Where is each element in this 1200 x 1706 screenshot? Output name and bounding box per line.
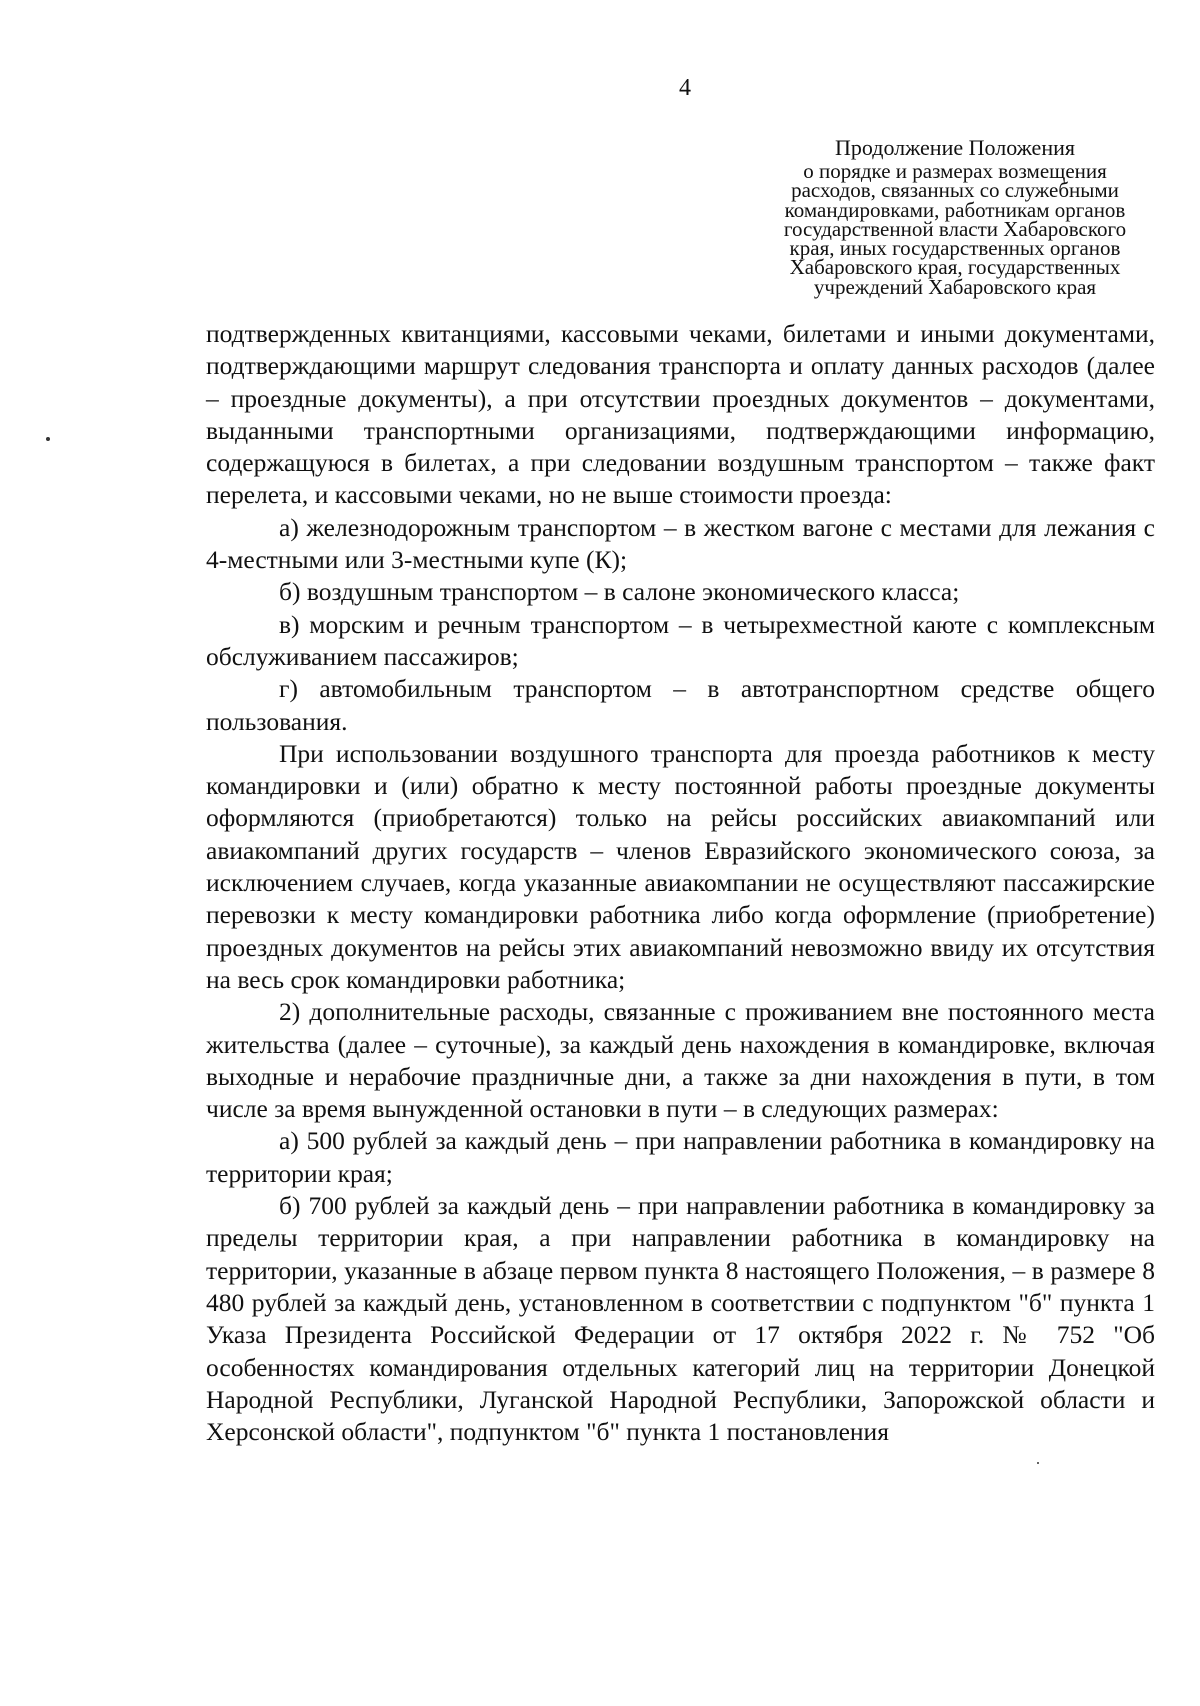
appendix-header xyxy=(740,134,1170,297)
header-line: государственной власти Хабаровского xyxy=(783,216,1127,241)
body-paragraph: б) 700 рублей за каждый день – при направлении работника в командировку за пределы территории края, а при направлении работника в командировку на территории, указанные в абзаце первом пункта 8 настоящего Положения, – в размере 8 480 рублей за каждый день, установленном в соответствии с подпунктом "б" пункта 1 Указа Президента Российской Федерации от 17 октября 2022 г. № 752 "Об особенностях командирования отдельных категорий лиц на территории Донецкой Народной Республики, Луганской Народной Республики, Запорожской области и Херсонской области", подпунктом "б" пункта 1 постановления xyxy=(206,1191,1155,1447)
header-title: Продолжение Положения xyxy=(835,135,1075,160)
body-paragraph: 2) дополнительные расходы, связанные с проживанием вне постоянного места жительства (далее – суточные), за каждый день нахождения в командировке, включая выходные и нерабочие праздничные дни, а также за дни нахождения в пути, в том числе за время вынужденной остановки в пути – в следующих размерах: xyxy=(206,997,1155,1124)
body-paragraph: г) автомобильным транспортом – в автотранспортном средстве общего пользования. xyxy=(206,674,1155,736)
body-paragraph: а) железнодорожным транспортом – в жестком вагоне с местами для лежания с 4-местными или 3-местными купе (К); xyxy=(206,512,1155,575)
header-line: о порядке и размерах возмещения xyxy=(803,159,1107,183)
body-paragraph: При использовании воздушного транспорта для проезда работников к месту командировки и (или) обратно к месту постоянной работы проездные документы оформляются (приобретаются) только на рейсы российских авиакомпаний или авиакомпаний других государств – членов Евразийского экономического союза, за исключением случаев, когда указанные авиакомпании не осуществляют пассажирские перевозки к месту командировки работника либо когда оформление (приобретение) проездных документов на рейсы этих авиакомпаний невозможно ввиду их отсутствия на весь срок командировки работника; xyxy=(206,738,1155,994)
body-paragraph: б) воздушным транспортом – в салоне экономического класса; xyxy=(279,577,960,607)
header-line: Хабаровского края, государственных xyxy=(789,255,1121,280)
body-text xyxy=(206,318,1155,1448)
body-paragraph: а) 500 рублей за каждый день – при направлении работника в командировку на территории края; xyxy=(206,1126,1155,1188)
header-line: расходов, связанных со служебными xyxy=(791,178,1119,203)
body-paragraph: подтвержденных квитанциями, кассовыми чеками, билетами и иными документами, подтверждающими маршрут следования транспорта и оплату данных расходов (далее – проездные документы), а при отсутствии проездных документов – документами, выданными транспортными организациями, подтверждающими информацию, содержащуюся в билетах, а при следовании воздушным транспортом – также факт перелета, и кассовыми чеками, но не выше стоимости проезда: xyxy=(206,319,1155,510)
page-number: 4 xyxy=(679,75,691,101)
header-line: командировками, работникам органов xyxy=(784,197,1126,222)
scan-speck xyxy=(46,437,50,441)
scan-speck xyxy=(1037,1462,1039,1464)
header-line: учреждений Хабаровского края xyxy=(813,274,1097,299)
body-paragraph: в) морским и речным транспортом – в четырехместной каюте с комплексным обслуживанием пассажиров; xyxy=(206,609,1155,671)
header-line: края, иных государственных органов xyxy=(789,236,1121,261)
